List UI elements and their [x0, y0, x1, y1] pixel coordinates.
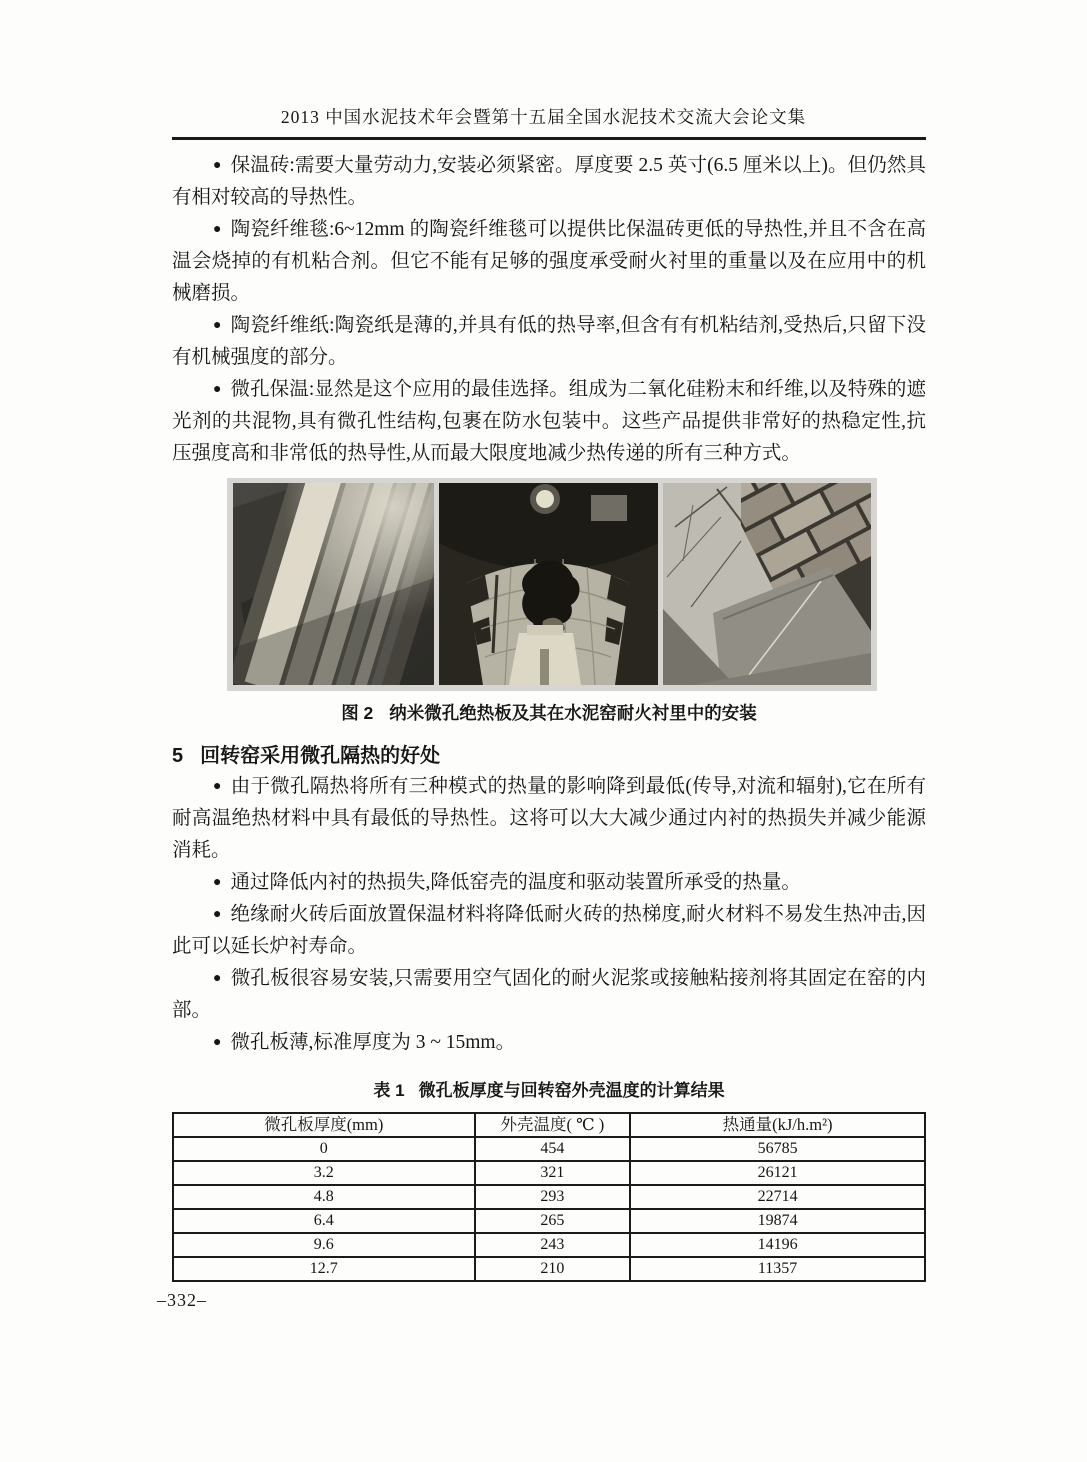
- benefit-lower-shell-temperature: [172, 867, 926, 899]
- cell-thickness: 6.4: [173, 1209, 475, 1233]
- cell-temperature: 265: [475, 1209, 631, 1233]
- section-5-heading: [172, 741, 926, 771]
- paragraph-text: 由于微孔隔热将所有三种模式的热量的影响降到最低(传导,对流和辐射),它在所有耐高温绝热材料中具有最低的导热性。这将可以大大减少通过内衬的热损失并减少能源消耗。: [172, 776, 926, 861]
- benefit-thin-panels: [172, 1027, 926, 1059]
- paragraph-text: 绝缘耐火砖后面放置保温材料将降低耐火砖的热梯度,耐火材料不易发生热冲击,因此可以延长炉衬寿命。: [172, 904, 926, 957]
- cell-thickness: 9.6: [173, 1233, 475, 1257]
- paragraph-text: 微孔板薄,标准厚度为 3 ~ 15mm。: [230, 1032, 516, 1053]
- bullet-icon: ●: [213, 382, 222, 397]
- paragraph-text: 陶瓷纤维纸:陶瓷纸是薄的,并具有低的热导率,但含有有机粘结剂,受热后,只留下没有机械强度的部分。: [172, 315, 926, 368]
- paragraph-text: 保温砖:需要大量劳动力,安装必须紧密。厚度要 2.5 英寸(6.5 厘米以上)。但仍然具有相对较高的导热性。: [172, 155, 926, 208]
- brick-lining-photo: [663, 483, 871, 685]
- paragraph-text: 陶瓷纤维毯:6~12mm 的陶瓷纤维毯可以提供比保温砖更低的导热性,并且不含在高温会烧掉的有机粘合剂。但它不能有足够的强度承受耐火衬里的重量以及在应用中的机械磨损。: [172, 219, 926, 304]
- table1-calculation-results: [172, 1112, 926, 1282]
- bullet-icon: ●: [213, 1035, 222, 1050]
- cell-heat-flux: 19874: [630, 1209, 925, 1233]
- section-title: 回转窑采用微孔隔热的好处: [200, 745, 441, 767]
- header-rule: [172, 137, 926, 140]
- bullet-icon: ●: [213, 158, 222, 173]
- bullet-icon: ●: [213, 318, 222, 333]
- cell-thickness: 4.8: [173, 1185, 475, 1209]
- figure2-caption: [172, 701, 926, 725]
- cell-heat-flux: 56785: [630, 1137, 925, 1161]
- bullet-icon: ●: [213, 222, 222, 237]
- benefit-easy-installation: [172, 963, 926, 1027]
- figure2-label: 图 2: [341, 703, 374, 723]
- table-row: [173, 1137, 925, 1161]
- cell-heat-flux: 22714: [630, 1185, 925, 1209]
- table1-title-text: 微孔板厚度与回转窑外壳温度的计算结果: [418, 1081, 725, 1100]
- table-row: [173, 1209, 925, 1233]
- paragraph-microporous-insulation: [172, 374, 926, 470]
- paragraph-insulating-brick: [172, 150, 926, 214]
- figure2-caption-text: 纳米微孔绝热板及其在水泥窑耐火衬里中的安装: [389, 703, 757, 723]
- bullet-icon: ●: [213, 779, 222, 794]
- cell-temperature: 243: [475, 1233, 631, 1257]
- cell-temperature: 210: [475, 1257, 631, 1281]
- bullet-icon: ●: [213, 971, 222, 986]
- paragraph-text: 微孔板很容易安装,只需要用空气固化的耐火泥浆或接触粘接剂将其固定在窑的内部。: [172, 968, 926, 1021]
- col-header-shell-temperature: 外壳温度( ℃ ): [475, 1113, 631, 1137]
- table-row: [173, 1233, 925, 1257]
- page-body: [172, 150, 926, 1282]
- bullet-icon: ●: [213, 875, 222, 890]
- page-number: –332–: [157, 1290, 207, 1310]
- running-header: 2013 中国水泥技术年会暨第十五届全国水泥技术交流大会论文集: [280, 107, 807, 127]
- col-header-panel-thickness: 微孔板厚度(mm): [173, 1113, 475, 1137]
- cell-temperature: 454: [475, 1137, 631, 1161]
- cell-thickness: 0: [173, 1137, 475, 1161]
- cell-thickness: 3.2: [173, 1161, 475, 1185]
- section-number: 5: [172, 745, 184, 767]
- cell-thickness: 12.7: [173, 1257, 475, 1281]
- benefit-thermal-gradient: [172, 899, 926, 963]
- table1-label: 表 1: [373, 1081, 405, 1100]
- insulation-panels-photo: [233, 483, 434, 685]
- cell-heat-flux: 26121: [630, 1161, 925, 1185]
- kiln-interior-installation-photo: [439, 483, 658, 685]
- figure2-photo-strip: [227, 478, 877, 691]
- paragraph-ceramic-fiber-paper: [172, 310, 926, 374]
- table-header-row: [173, 1113, 925, 1137]
- cell-heat-flux: 11357: [630, 1257, 925, 1281]
- benefit-lowest-conductivity: [172, 771, 926, 867]
- table-row: [173, 1257, 925, 1281]
- paragraph-text: 通过降低内衬的热损失,降低窑壳的温度和驱动装置所承受的热量。: [230, 872, 801, 893]
- cell-temperature: 293: [475, 1185, 631, 1209]
- table-row: [173, 1161, 925, 1185]
- cell-temperature: 321: [475, 1161, 631, 1185]
- bullet-icon: ●: [213, 907, 222, 922]
- paragraph-ceramic-fiber-blanket: [172, 214, 926, 310]
- col-header-heat-flux: 热通量(kJ/h.m²): [630, 1113, 925, 1137]
- table-row: [173, 1185, 925, 1209]
- cell-heat-flux: 14196: [630, 1233, 925, 1257]
- table1-title: [172, 1079, 926, 1103]
- paragraph-text: 微孔保温:显然是这个应用的最佳选择。组成为二氧化硅粉末和纤维,以及特殊的遮光剂的共混物,具有微孔性结构,包裹在防水包装中。这些产品提供非常好的热稳定性,抗压强度高和非常低的热导性,从而最大限度地减少热传递的所有三种方式。: [172, 379, 926, 464]
